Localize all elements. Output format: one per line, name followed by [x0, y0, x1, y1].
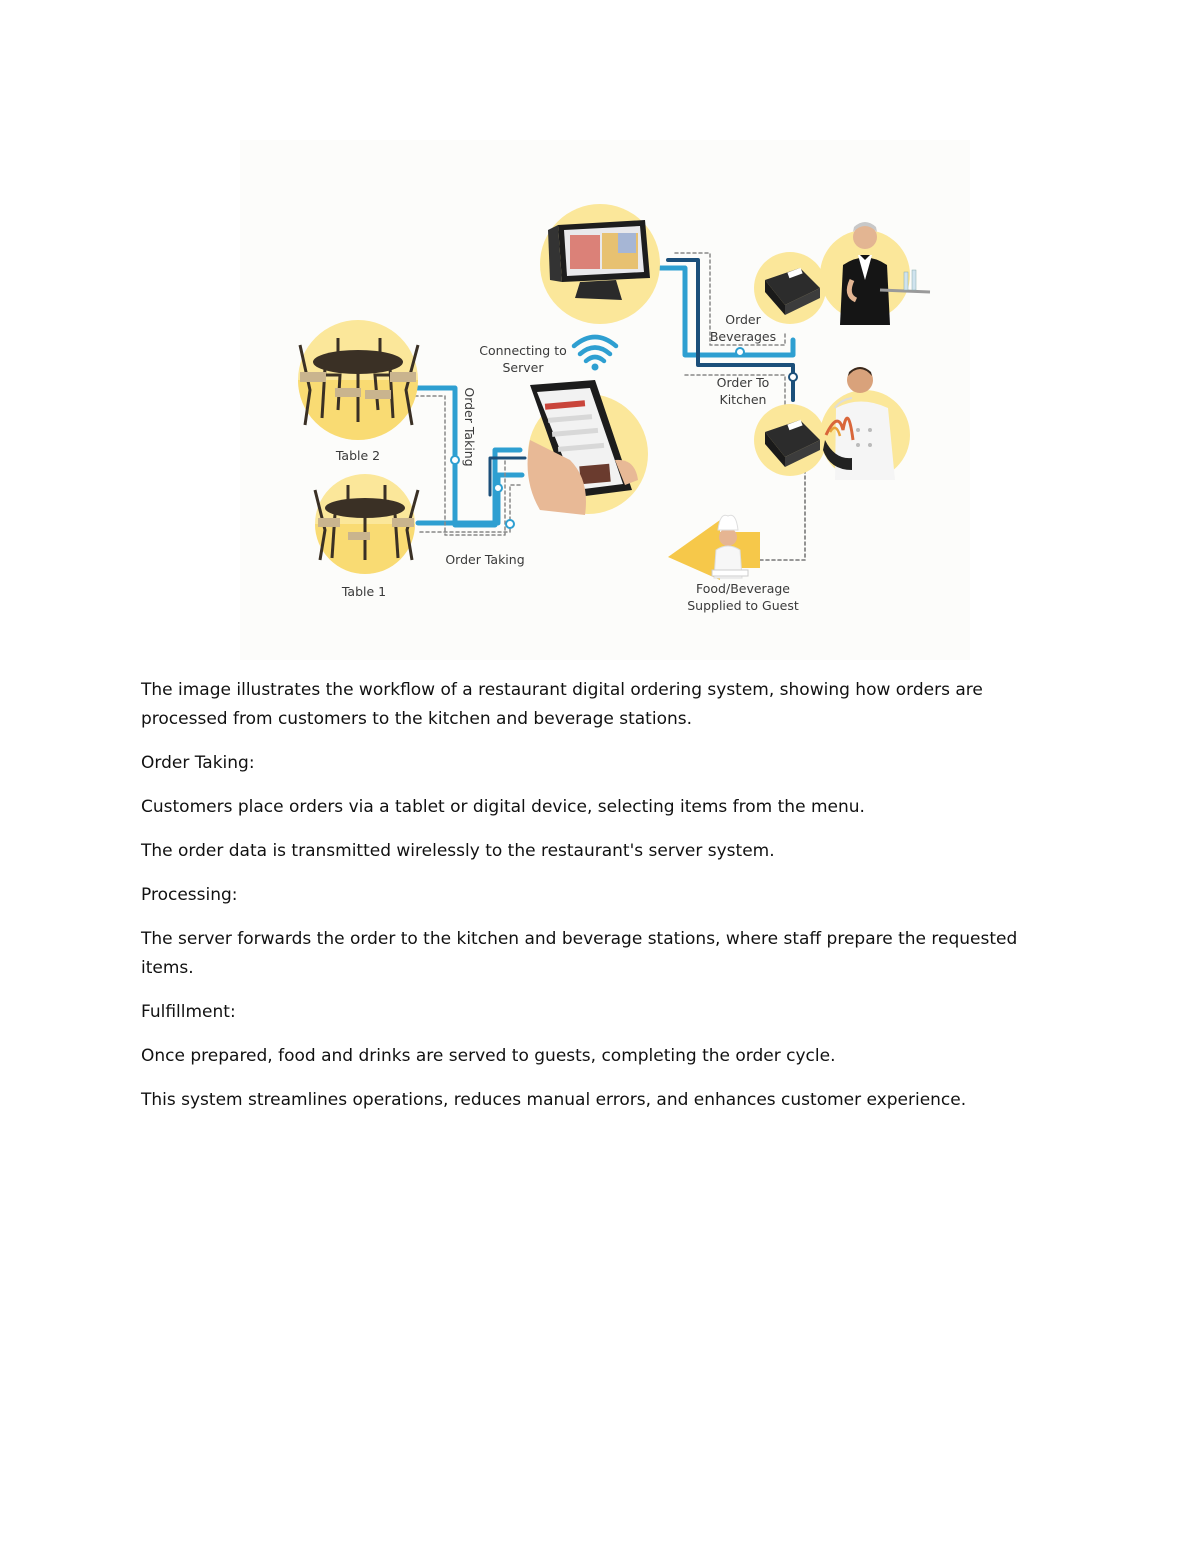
- table2-icon: [298, 320, 418, 440]
- table1-icon: [315, 474, 418, 574]
- workflow-diagram-svg: [240, 140, 970, 660]
- label-order-to-kitchen-line1: Order To: [716, 375, 770, 390]
- label-server: Server: [502, 360, 544, 375]
- label-order-taking: Order Taking: [445, 552, 525, 567]
- label-table-1: Table 1: [341, 584, 387, 599]
- label-order-to-kitchen-line2: Kitchen: [719, 392, 767, 407]
- workflow-diagram: [240, 140, 970, 660]
- document-body: [141, 676, 1061, 1130]
- order-taking-paragraph-1: Customers place orders via a tablet or digital device, selecting items from the menu.: [141, 797, 865, 817]
- supplied-to-guest-icon: [668, 515, 760, 580]
- chef-icon: [820, 367, 910, 480]
- tablet-icon: [528, 380, 648, 515]
- wifi-icon: [574, 337, 616, 371]
- waiter-icon: [820, 222, 930, 325]
- heading-fulfillment: Fulfillment:: [141, 1002, 236, 1022]
- label-supplied-line2: Supplied to Guest: [687, 598, 799, 613]
- order-taking-paragraph-2: The order data is transmitted wirelessly to the restaurant's server system.: [141, 841, 775, 861]
- pos-terminal-icon: [540, 204, 660, 324]
- label-table-2: Table 2: [335, 448, 381, 463]
- conclusion-paragraph: This system streamlines operations, reduces manual errors, and enhances customer experience.: [141, 1090, 967, 1110]
- heading-order-taking: Order Taking:: [141, 753, 255, 773]
- label-supplied-line1: Food/Beverage: [696, 581, 790, 596]
- beverage-printer-icon: [754, 252, 826, 324]
- intro-paragraph: The image illustrates the workflow of a restaurant digital ordering system, showing how orders are processed from customers to the kitchen and beverage stations.: [141, 680, 983, 729]
- label-order-beverages-line2: Beverages: [709, 329, 777, 344]
- kitchen-printer-icon: [754, 404, 826, 476]
- label-order-taking-vertical: Order Taking: [462, 387, 477, 467]
- processing-paragraph: The server forwards the order to the kitchen and beverage stations, where staff prepare the requested items.: [141, 929, 1018, 978]
- label-order-beverages-line1: Order: [725, 312, 761, 327]
- fulfillment-paragraph: Once prepared, food and drinks are served to guests, completing the order cycle.: [141, 1046, 836, 1066]
- heading-processing: Processing:: [141, 885, 238, 905]
- label-connecting-to: Connecting to: [479, 343, 567, 358]
